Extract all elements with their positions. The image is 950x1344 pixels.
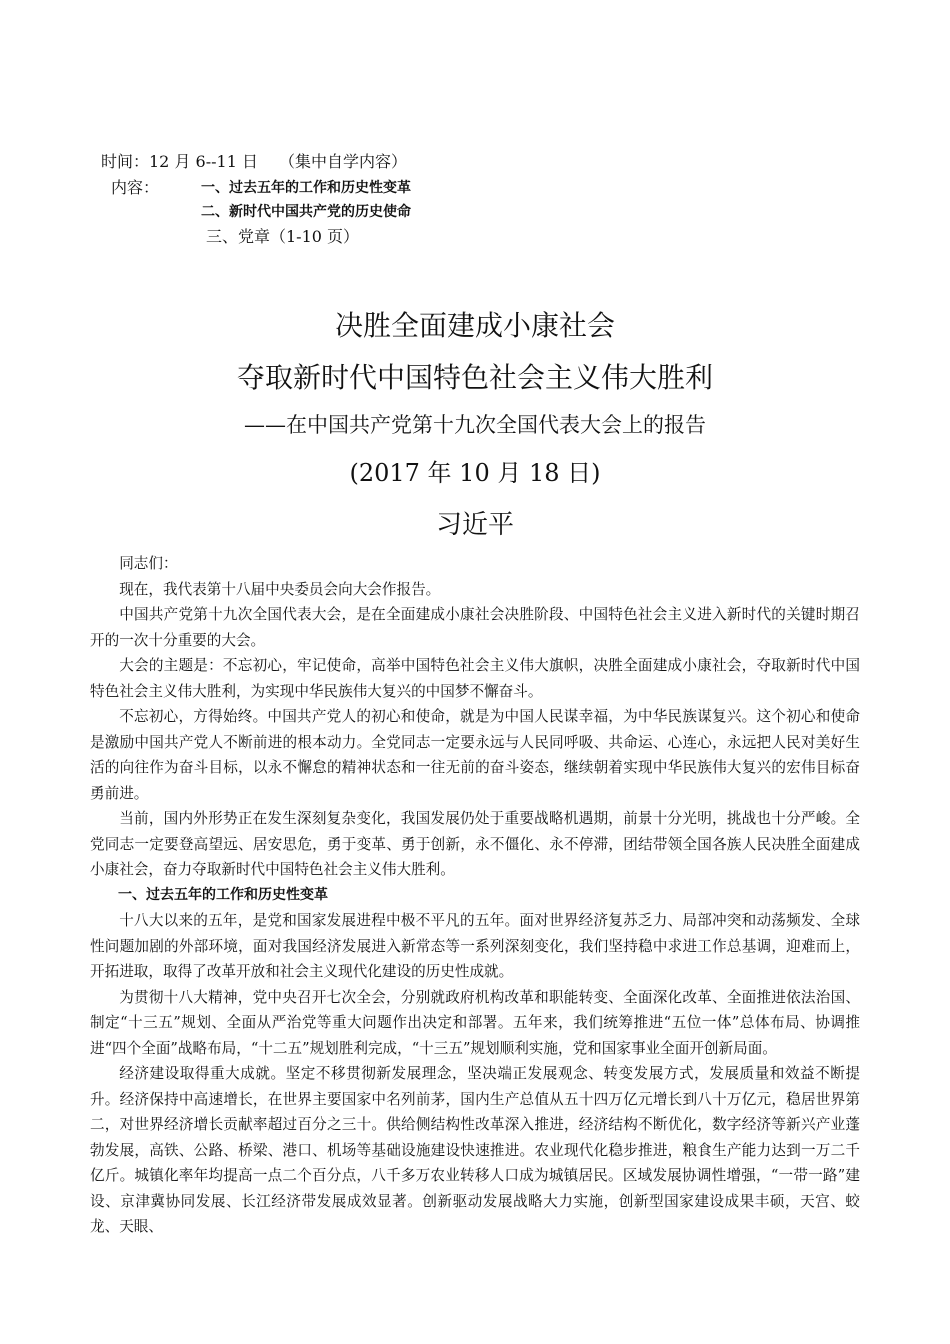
section-heading: 一、过去五年的工作和历史性变革	[118, 886, 328, 903]
report-subtitle: ——在中国共产党第十九次全国代表大会上的报告	[244, 413, 706, 437]
paragraph: 经济建设取得重大成就。坚定不移贯彻新发展理念，坚决端正发展观念、转变发展方式，发展质量和效益不断提升。经济保持中高速增长，在世界主要国家中名列前茅，国内生产总值从五十四万亿元增长到八十万亿元，稳居世界第二，对世界经济增长贡献率超过百分之三十。供给侧结构性改革深入推进，经济结构不断优化，数字经济等新兴产业蓬勃发展，高铁、公路、桥梁、港口、机场等基础设施建设快速推进。农业现代化稳步推进，粮食生产能力达到一万二千亿斤。城镇化率年均提高一点二个百分点，八千多万农业转移人口成为城镇居民。区域发展协调性增强，“一带一路”建设、京津冀协同发展、长江经济带发展成效显著。创新驱动发展战略大力实施，创新型国家建设成果丰硕，天宫、蛟龙、天眼、	[90, 1065, 860, 1235]
content-item-2: 二、新时代中国共产党的历史使命	[201, 204, 411, 220]
content-item-3: 三、党章（1-10 页）	[206, 227, 360, 246]
salutation: 同志们：	[119, 555, 178, 572]
schedule-time-line: 时间：12 月 6--11 日 （集中自学内容）	[101, 152, 408, 171]
paragraph: 现在，我代表第十八届中央委员会向大会作报告。	[119, 580, 441, 598]
report-title-line1: 决胜全面建成小康社会	[334, 309, 615, 342]
report-author: 习近平	[435, 510, 514, 540]
report-body	[90, 551, 860, 1240]
paragraph: 中国共产党第十九次全国代表大会，是在全面建成小康社会决胜阶段、中国特色社会主义进入新时代的关键时期召开的一次十分重要的大会。	[90, 606, 860, 649]
paragraph: 大会的主题是：不忘初心，牢记使命，高举中国特色社会主义伟大旗帜，决胜全面建成小康社会，夺取新时代中国特色社会主义伟大胜利，为实现中华民族伟大复兴的中国梦不懈奋斗。	[90, 657, 860, 700]
paragraph: 为贯彻十八大精神，党中央召开七次全会，分别就政府机构改革和职能转变、全面深化改革、全面推进依法治国、制定“十三五”规划、全面从严治党等重大问题作出决定和部署。五年来，我们统筹推进“五位一体”总体布局、协调推进“四个全面”战略布局，“十二五”规划胜利完成，“十三五”规划顺利实施，党和国家事业全面开创新局面。	[90, 988, 860, 1057]
content-label: 内容：	[111, 178, 160, 197]
report-date: (2017 年 10 月 18 日)	[349, 459, 601, 487]
paragraph: 十八大以来的五年，是党和国家发展进程中极不平凡的五年。面对世界经济复苏乏力、局部冲突和动荡频发、全球性问题加剧的外部环境，面对我国经济发展进入新常态等一系列深刻变化，我们坚持稳中求进工作总基调，迎难而上，开拓进取，取得了改革开放和社会主义现代化建设的历史性成就。	[90, 912, 860, 980]
report-title-line2: 夺取新时代中国特色社会主义伟大胜利	[236, 361, 713, 394]
content-item-1: 一、过去五年的工作和历史性变革	[201, 180, 411, 196]
paragraph: 当前，国内外形势正在发生深刻复杂变化，我国发展仍处于重要战略机遇期，前景十分光明，挑战也十分严峻。全党同志一定要登高望远、居安思危，勇于变革、勇于创新，永不僵化、永不停滞，团结带领全国各族人民决胜全面建成小康社会，奋力夺取新时代中国特色社会主义伟大胜利。	[90, 810, 860, 878]
paragraph: 不忘初心，方得始终。中国共产党人的初心和使命，就是为中国人民谋幸福，为中华民族谋复兴。这个初心和使命是激励中国共产党人不断前进的根本动力。全党同志一定要永远与人民同呼吸、共命运、心连心，永远把人民对美好生活的向往作为奋斗目标，以永不懈怠的精神状态和一往无前的奋斗姿态，继续朝着实现中华民族伟大复兴的宏伟目标奋勇前进。	[90, 708, 860, 802]
